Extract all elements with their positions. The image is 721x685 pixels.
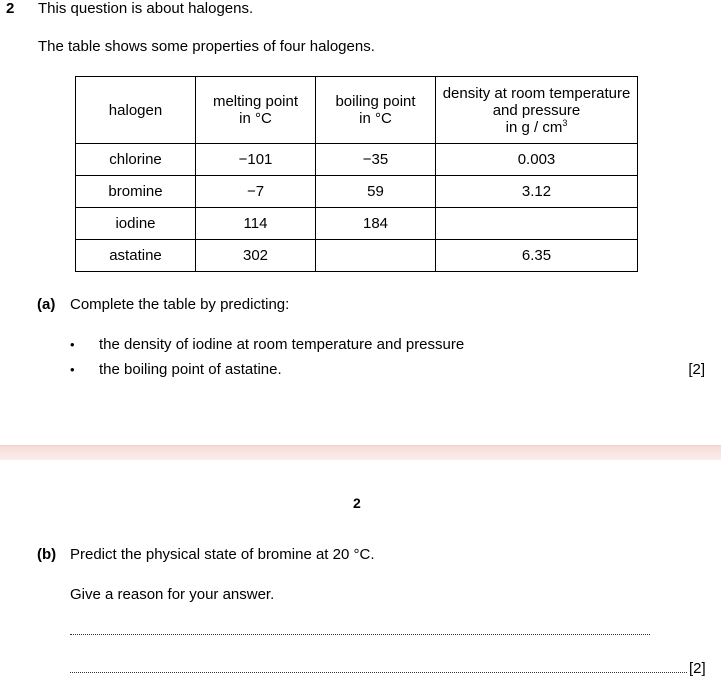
part-b-question: Predict the physical state of bromine at 20 °C. xyxy=(70,546,375,563)
cell-density: 3.12 xyxy=(436,176,638,208)
table-row xyxy=(76,144,638,176)
cell-melting: 114 xyxy=(196,208,316,240)
question-number: 2 xyxy=(6,0,15,17)
part-a-label: (a) xyxy=(37,296,56,313)
page-number: 2 xyxy=(353,495,361,511)
header-halogen: halogen xyxy=(76,77,196,144)
bullet-item: the density of iodine at room temperature and pressure xyxy=(99,336,465,353)
table-row xyxy=(76,176,638,208)
bullet-icon: • xyxy=(70,362,75,377)
header-density-superscript: 3 xyxy=(562,117,568,128)
halogen-properties-table xyxy=(75,76,638,272)
header-density xyxy=(436,77,638,144)
cell-melting: 302 xyxy=(196,240,316,272)
cell-boiling: −35 xyxy=(316,144,436,176)
cell-density: 0.003 xyxy=(436,144,638,176)
table-header-row xyxy=(76,77,638,144)
header-density-unit: in g / cm xyxy=(505,118,563,136)
header-melting-point xyxy=(196,77,316,144)
cell-halogen: bromine xyxy=(76,176,196,208)
part-b-reason-prompt: Give a reason for your answer. xyxy=(70,586,275,603)
header-boiling-line2: in °C xyxy=(359,110,392,127)
question-intro: The table shows some properties of four halogens. xyxy=(38,38,375,55)
header-density-line2: and pressure xyxy=(492,101,581,119)
part-b-label: (b) xyxy=(37,546,57,563)
cell-halogen: iodine xyxy=(76,208,196,240)
header-melting-line2: in °C xyxy=(239,110,272,127)
part-a-instruction: Complete the table by predicting: xyxy=(70,296,290,313)
part-b-marks: [2] xyxy=(689,660,706,677)
cell-boiling: 59 xyxy=(316,176,436,208)
cell-halogen: astatine xyxy=(76,240,196,272)
header-density-line3 xyxy=(436,119,637,136)
answer-line[interactable] xyxy=(70,634,650,635)
cell-density: 6.35 xyxy=(436,240,638,272)
header-melting-line1: melting point xyxy=(212,93,299,110)
question-title: This question is about halogens. xyxy=(38,0,254,17)
header-density-line1: density at room temperature xyxy=(442,84,631,102)
cell-halogen: chlorine xyxy=(76,144,196,176)
cell-melting: −7 xyxy=(196,176,316,208)
bullet-icon: • xyxy=(70,337,75,352)
page-divider xyxy=(0,445,721,460)
cell-boiling-blank[interactable] xyxy=(316,240,436,272)
bullet-item: the boiling point of astatine. xyxy=(99,361,282,378)
header-boiling-point xyxy=(316,77,436,144)
part-a-marks: [2] xyxy=(688,361,705,378)
cell-density-blank[interactable] xyxy=(436,208,638,240)
table-row xyxy=(76,240,638,272)
answer-line[interactable] xyxy=(70,672,687,673)
cell-boiling: 184 xyxy=(316,208,436,240)
cell-melting: −101 xyxy=(196,144,316,176)
table-row xyxy=(76,208,638,240)
header-boiling-line1: boiling point xyxy=(335,93,416,110)
